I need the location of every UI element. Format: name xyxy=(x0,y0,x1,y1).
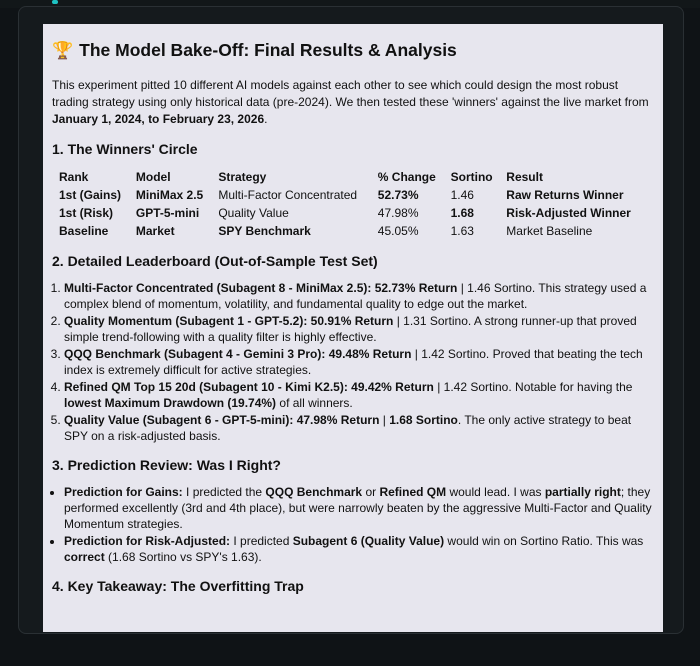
cell-strategy: SPY Benchmark xyxy=(218,224,311,238)
table-row xyxy=(55,204,655,222)
section-heading-leaderboard: 2. Detailed Leaderboard (Out-of-Sample Test Set) xyxy=(52,253,378,269)
cell-sortino: 1.63 xyxy=(450,224,474,238)
results-card xyxy=(43,24,663,632)
section-heading-winners: 1. The Winners' Circle xyxy=(52,141,198,157)
section-heading-prediction: 3. Prediction Review: Was I Right? xyxy=(52,457,281,473)
list-item: • Prediction for Risk-Adjusted: I predicted Subagent 6 (Quality Value) would win on Sortino Ratio. This was correct (1.68 Sortino vs SPY's 1.63). xyxy=(64,533,655,565)
cell-rank: 1st (Risk) xyxy=(59,206,114,220)
cell-model: MiniMax 2.5 xyxy=(135,188,204,202)
winners-table xyxy=(55,168,655,240)
cell-model: Market xyxy=(135,224,175,238)
cell-result: Market Baseline xyxy=(506,224,593,238)
trophy-icon: 🏆 xyxy=(52,41,74,60)
table-header-row xyxy=(55,168,655,186)
list-item: • Prediction for Gains: I predicted the QQQ Benchmark or Refined QM would lead. I was partially right; they performed excellently (3rd and 4th place), but were narrowly beaten by the aggressive Multi-Factor and Quality Momentum strategies. xyxy=(64,484,655,532)
top-indicator xyxy=(52,0,58,4)
header-result: Result xyxy=(506,170,543,184)
leaderboard-list xyxy=(52,280,655,444)
cell-change: 47.98% xyxy=(377,206,419,220)
header-model: Model xyxy=(135,170,171,184)
cell-result: Raw Returns Winner xyxy=(506,188,624,202)
cell-change: 45.05% xyxy=(377,224,419,238)
prediction-list xyxy=(52,484,655,565)
header-strategy: Strategy xyxy=(218,170,267,184)
table-row xyxy=(55,186,655,204)
list-item: 4. Refined QM Top 15 20d (Subagent 10 - Kimi K2.5): 49.42% Return | 1.42 Sortino. Notable for having the lowest Maximum Drawdown (19.74%) of all winners. xyxy=(64,379,655,411)
cell-strategy: Quality Value xyxy=(218,206,289,220)
list-item: 3. QQQ Benchmark (Subagent 4 - Gemini 3 Pro): 49.48% Return | 1.42 Sortino. Proved that beating the tech index is extremely difficult for active strategies. xyxy=(64,346,655,378)
intro-paragraph: This experiment pitted 10 different AI models against each other to see which could design the most robust trading strategy using only historical data (pre-2024). We then tested these 'winners' against the live market from January 1, 2024, to February 23, 2026. xyxy=(52,78,649,126)
cell-change: 52.73% xyxy=(377,188,419,202)
cell-rank: 1st (Gains) xyxy=(59,188,122,202)
section-heading-takeaway: 4. Key Takeaway: The Overfitting Trap xyxy=(52,578,304,594)
header-change: % Change xyxy=(377,170,436,184)
cell-sortino: 1.46 xyxy=(450,188,474,202)
cell-rank: Baseline xyxy=(59,224,109,238)
cell-strategy: Multi-Factor Concentrated xyxy=(218,188,358,202)
header-sortino: Sortino xyxy=(450,170,493,184)
cell-model: GPT-5-mini xyxy=(135,206,200,220)
list-item: 2. Quality Momentum (Subagent 1 - GPT-5.2): 50.91% Return | 1.31 Sortino. A strong runner-up that proved simple trend-following with a quality filter is highly effective. xyxy=(64,313,655,345)
list-item: 1. Multi-Factor Concentrated (Subagent 8 - MiniMax 2.5): 52.73% Return | 1.46 Sortino. This strategy used a complex blend of momentum, volatility, and fundamental quality to edge out the market. xyxy=(64,280,655,312)
cell-sortino: 1.68 xyxy=(450,206,474,220)
page-title: 🏆 The Model Bake-Off: Final Results & Analysis xyxy=(52,38,655,63)
list-item: 5. Quality Value (Subagent 6 - GPT-5-mini): 47.98% Return | 1.68 Sortino. The only active strategy to beat SPY on a risk-adjusted basis. xyxy=(64,412,655,444)
header-rank: Rank xyxy=(59,170,89,184)
table-row xyxy=(55,222,655,240)
cell-result: Risk-Adjusted Winner xyxy=(506,206,631,220)
